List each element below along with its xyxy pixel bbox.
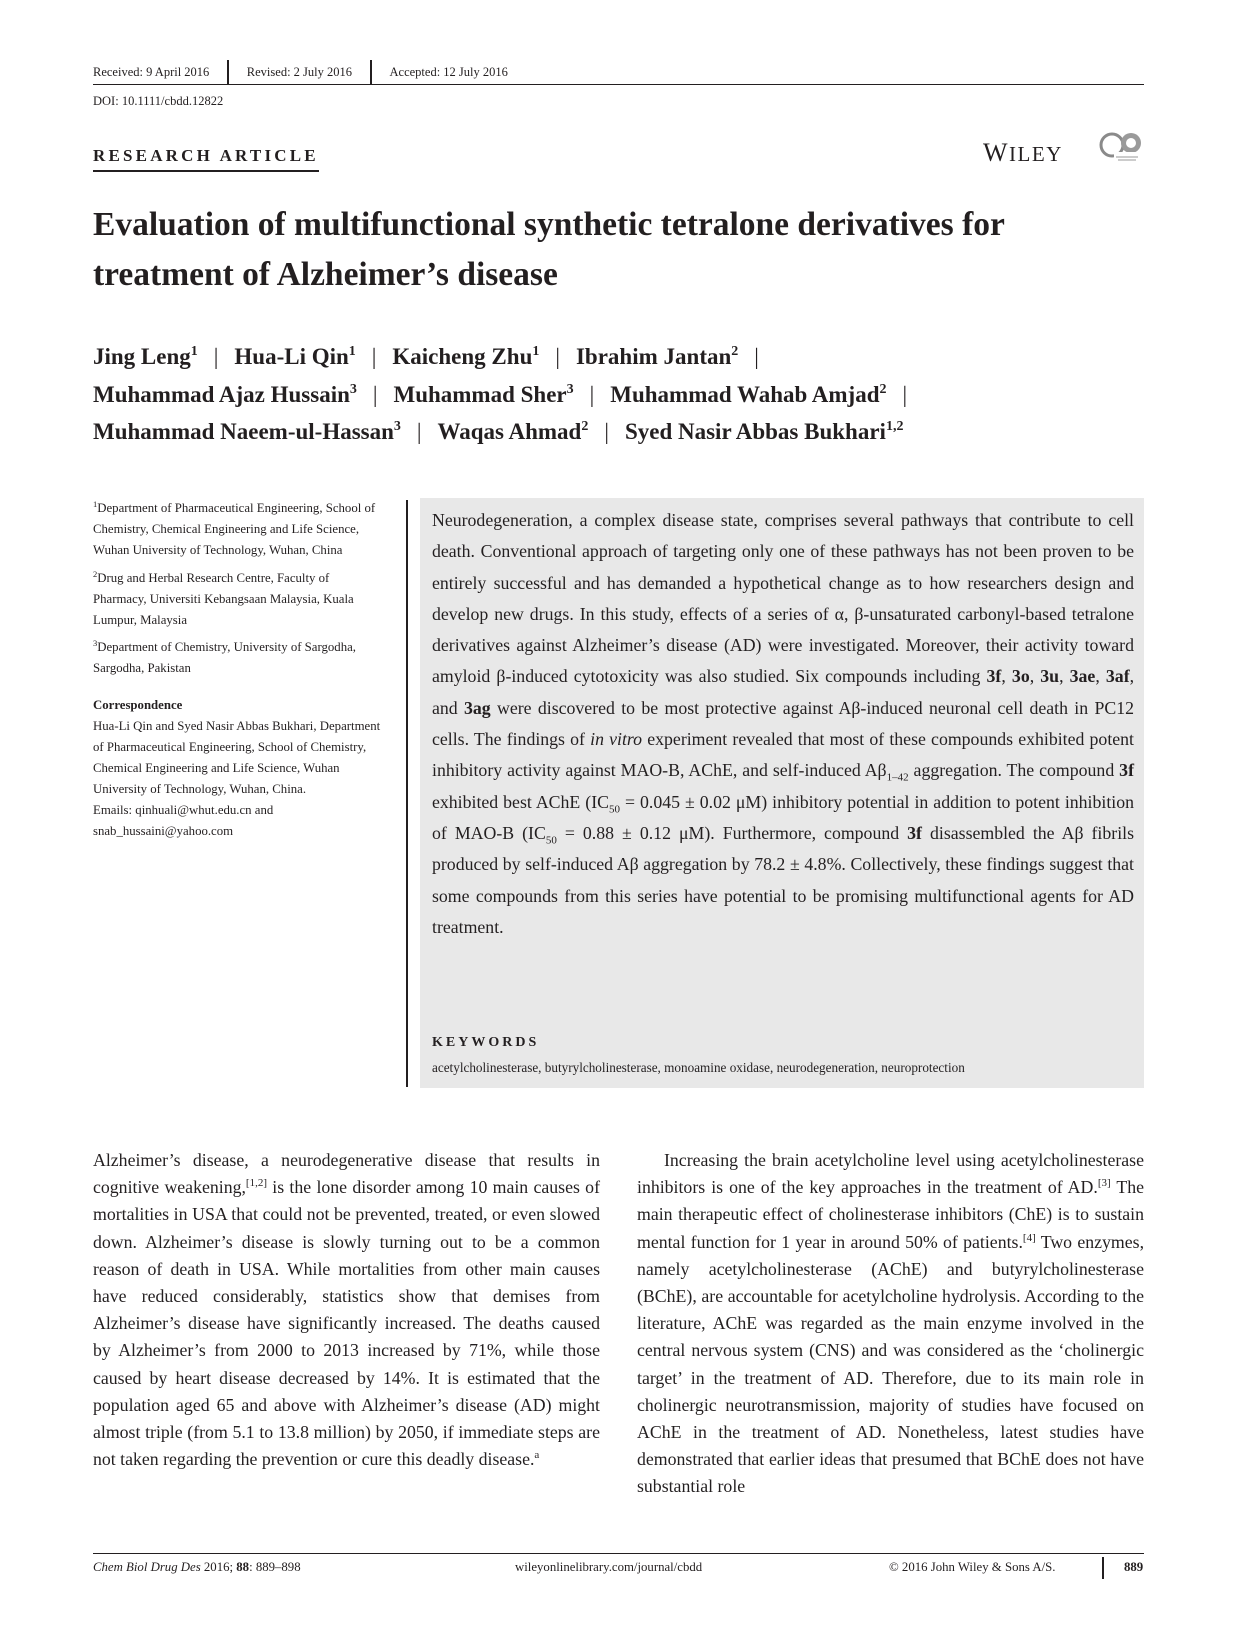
separator: | [416, 419, 422, 444]
citation[interactable]: [4] [1022, 1231, 1036, 1244]
correspondence-heading: Correspondence [93, 698, 183, 713]
publisher-logo: WILEY [983, 138, 1063, 167]
header-rule [93, 84, 1144, 85]
journal-citation: Chem Biol Drug Des 2016; 88: 889–898 [93, 1560, 301, 1574]
footer-rule [93, 1553, 1144, 1554]
paragraph: Alzheimer’s disease, a neurodegenerative disease that results in cognitive weakening,[1,2] is the lone disorder among 10 main causes of mortalities in USA that could not be prevented, treated, or even slowed down. Alzheimer’s disease is slowly turning out to be a common reason of death in USA. While mortalities from other main causes have reduced considerably, statistics show that demises from Alzheimer’s disease have significantly increased. The deaths caused by Alzheimer’s from 2000 to 2013 increased by 71%, while those caused by heart disease decreased by 14%. It is estimated that the population aged 65 and above with Alzheimer’s disease (AD) might almost triple (from 5.1 to 13.8 million) by 2050, if immediate steps are not taken regarding the prevention or cure this deadly disease.$^a$ [93, 1150, 600, 1470]
author[interactable]: Waqas Ahmad$^2$ [437, 419, 589, 444]
separator: | [372, 381, 378, 407]
author-list [93, 338, 1153, 451]
author[interactable]: Muhammad Naeem-ul-Hassan$^3$ [93, 419, 401, 444]
journal-logo-icon [1098, 130, 1144, 164]
separator: | [371, 344, 377, 369]
separator: | [213, 344, 219, 369]
body-column-right [637, 1147, 1144, 1501]
affiliation: $^3$Department of Chemistry, University of Sargodha, Sargodha, Pakistan [93, 638, 356, 676]
keywords-heading: KEYWORDS [432, 1035, 540, 1050]
affiliations [93, 498, 383, 842]
correspondence-emails[interactable]: Emails: qinhuali@whut.edu.cn and snab_hussaini@yahoo.com [93, 802, 274, 838]
separator: | [589, 381, 595, 407]
divider [227, 60, 229, 84]
separator: | [754, 344, 759, 369]
column-divider [406, 500, 408, 1087]
citation[interactable]: [1,2] [245, 1177, 267, 1190]
divider [370, 60, 372, 84]
page-number: 889 [1124, 1560, 1144, 1574]
separator: | [604, 419, 609, 444]
article-dates [93, 61, 508, 83]
author[interactable]: Kaicheng Zhu$^1$ [392, 344, 540, 369]
copyright: © 2016 John Wiley & Sons A/S. [889, 1560, 1056, 1574]
citation[interactable]: [3] [1097, 1177, 1111, 1190]
received-date: Received: 9 April 2016 [93, 64, 210, 79]
affiliation: $^2$Drug and Herbal Research Centre, Faculty of Pharmacy, Universiti Kebangsaan Malaysia, Kuala Lumpur, Malaysia [93, 568, 354, 627]
abstract-text: Neurodegeneration, a complex disease state, comprises several pathways that contribute to cell death. Conventional approach of targeting only one of these pathways has not been proven to be entirely successful and has demanded a hypothetical change as to how researchers design and develop new drugs. In this study, effects of a series of α, β-unsaturated carbonyl-based tetralone derivatives against Alzheimer’s disease (AD) were investigated. Moreover, their activity toward amyloid β-induced cytotoxicity was also studied. Six compounds including 3f, 3o, 3u, 3ae, 3af, and 3ag were discovered to be most protective against Aβ-induced neuronal cell death in PC12 cells. The findings of in vitro experiment revealed that most of these compounds exhibited potent inhibitory activity against MAO-B, AChE, and self-induced $A\beta_{1-42}$ aggregation. The compound 3f exhibited best AChE ($IC_{50} = 0.045 \pm 0.02$ μM) inhibitory potential in addition to potent inhibition of MAO-B ($IC_{50} = 0.88 \pm 0.12$ μM). Furthermore, compound 3f disassembled the Aβ fibrils produced by self-induced Aβ aggregation by 78.2 ± 4.8%. Collectively, these findings suggest that some compounds from this series have potential to be promising multifunctional agents for AD treatment. [432, 510, 1135, 937]
footnote-ref[interactable]: a [534, 1449, 540, 1462]
footer-divider [1102, 1557, 1104, 1579]
article-title: Evaluation of multifunctional synthetic tetralone derivatives for treatment of Alzheimer’s disease [93, 206, 1005, 293]
keywords-list: acetylcholinesterase, butyrylcholinesterase, monoamine oxidase, neurodegeneration, neuroprotection [432, 1060, 965, 1075]
body-column-left [93, 1147, 600, 1473]
author[interactable]: Muhammad Ajaz Hussain$^3$ [93, 381, 357, 407]
separator: | [555, 344, 560, 369]
correspondence-text: Hua-Li Qin and Syed Nasir Abbas Bukhari, Department of Pharmaceutical Engineering, School of Chemistry, Chemical Engineering and Life Science, Wuhan University of Technology, Wuhan, China. [93, 719, 381, 796]
accepted-date: Accepted: 12 July 2016 [389, 64, 508, 79]
revised-date: Revised: 2 July 2016 [246, 64, 353, 79]
author[interactable]: Muhammad Sher$^3$ [393, 381, 574, 407]
author[interactable]: Ibrahim Jantan$^2$ [575, 344, 739, 369]
author[interactable]: Syed Nasir Abbas Bukhari$^{1,2}$ [624, 419, 904, 444]
paragraph: Increasing the brain acetylcholine level using acetylcholinesterase inhibitors is one of the key approaches in the treatment of AD.[3] The main therapeutic effect of cholinesterase inhibitors (ChE) is to sustain mental function for 1 year in around 50% of patients.[4] Two enzymes, namely acetylcholinesterase (AChE) and butyrylcholinesterase (BChE), are accountable for acetylcholine hydrolysis. According to the literature, AChE was regarded as the main enzyme involved in the central nervous system (CNS) and was considered as the ‘cholinergic target’ in the treatment of AD. Therefore, due to its main role in cholinergic neurotransmission, majority of studies have focused on AChE in the treatment of AD. Nonetheless, latest studies have demonstrated that earlier ideas that presumed that BChE does not have substantial role [637, 1150, 1145, 1497]
section-label: RESEARCH ARTICLE [93, 146, 319, 172]
separator: | [902, 381, 908, 407]
journal-url[interactable]: wileyonlinelibrary.com/journal/cbdd [515, 1560, 703, 1574]
doi[interactable]: DOI: 10.1111/cbdd.12822 [93, 94, 224, 108]
author[interactable]: Muhammad Wahab Amjad$^2$ [610, 381, 887, 407]
author[interactable]: Hua-Li Qin$^1$ [234, 344, 356, 369]
affiliation: $^1$Department of Pharmaceutical Engineering, School of Chemistry, Chemical Engineering and Life Science, Wuhan University of Technology, Wuhan, China [93, 499, 376, 557]
author[interactable]: Jing Leng$^1$ [93, 344, 198, 369]
